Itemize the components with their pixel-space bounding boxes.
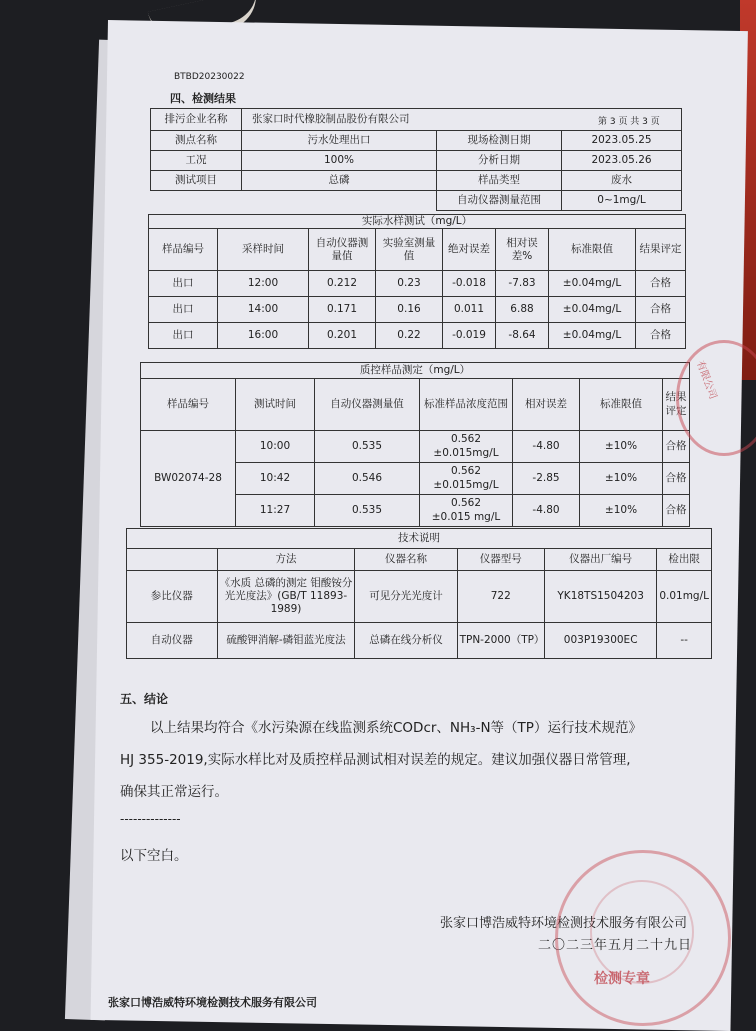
- cell: 自动仪器: [127, 623, 218, 659]
- cell: ±10%: [580, 495, 663, 527]
- enterprise-value: 张家口时代橡胶制品股份有限公司: [242, 109, 682, 131]
- actual-title: 实际水样测试（mg/L）: [149, 215, 686, 229]
- sample-type-label: 样品类型: [437, 171, 562, 191]
- cell: 003P19300EC: [544, 623, 656, 659]
- cell: 0.011: [443, 297, 496, 323]
- conclusion-line-2: HJ 355-2019,实际水样比对及质控样品测试相对误差的规定。建议加强仪器日常管理,: [120, 752, 631, 768]
- signature-date: 二〇二三年五月二十九日: [538, 938, 693, 953]
- tech-table: [126, 528, 712, 659]
- cell: [420, 495, 513, 527]
- tech-header-2: 仪器型号: [457, 549, 544, 571]
- tech-title: 技术说明: [127, 529, 712, 549]
- table-row: [127, 571, 712, 623]
- condition-label: 工况: [151, 151, 242, 171]
- table-row: [149, 297, 686, 323]
- cell: 合格: [663, 463, 690, 495]
- cell: 0.16: [376, 297, 443, 323]
- side-seal-text: 有限公司: [694, 359, 719, 401]
- cell: [420, 463, 513, 495]
- cell: 0.201: [309, 323, 376, 349]
- actual-header-4: 绝对误差: [443, 229, 496, 271]
- actual-header-7: 结果评定: [636, 229, 686, 271]
- cell: -7.83: [496, 271, 549, 297]
- cell: 《水质 总磷的测定 钼酸铵分光光度法》(GB/T 11893-1989): [217, 571, 355, 623]
- table-row: [141, 431, 690, 463]
- page-label: 第 3 页 共 3 页: [598, 117, 660, 127]
- cell: 722: [457, 571, 544, 623]
- conclusion-line-1: 以上结果均符合《水污染源在线监测系统CODcr、NH₃-N等（TP）运行技术规范》: [150, 720, 642, 736]
- cell: 合格: [636, 297, 686, 323]
- cell: 可见分光光度计: [355, 571, 457, 623]
- cell: 16:00: [218, 323, 309, 349]
- cell: -4.80: [513, 431, 580, 463]
- actual-header-5: 相对误差%: [496, 229, 549, 271]
- cell: 出口: [149, 271, 218, 297]
- table-row: [127, 623, 712, 659]
- actual-sample-table: [148, 214, 686, 349]
- cell: YK18TS1504203: [544, 571, 656, 623]
- conclusion-line-3: 确保其正常运行。: [120, 784, 228, 800]
- cell: 11:27: [236, 495, 315, 527]
- qc-table: [140, 362, 690, 527]
- cell: 合格: [636, 271, 686, 297]
- signature-company: 张家口博浩威特环境检测技术服务有限公司: [440, 916, 688, 931]
- point-value: 污水处理出口: [242, 131, 437, 151]
- cell: 10:42: [236, 463, 315, 495]
- cell: 合格: [663, 431, 690, 463]
- footer-company: 张家口博浩威特环境检测技术服务有限公司: [108, 996, 317, 1009]
- point-label: 测点名称: [151, 131, 242, 151]
- cell: ±0.04mg/L: [549, 271, 636, 297]
- cell: 总磷在线分析仪: [355, 623, 457, 659]
- tech-header-1: 仪器名称: [355, 549, 457, 571]
- cell: TPN-2000（TP）: [457, 623, 544, 659]
- qc-sample-id: BW02074-28: [141, 431, 236, 527]
- cell: 0.212: [309, 271, 376, 297]
- cell: --: [657, 623, 712, 659]
- conclusion-title: 五、结论: [120, 692, 169, 706]
- cell: 合格: [636, 323, 686, 349]
- site-date-value: 2023.05.25: [562, 131, 682, 151]
- cell: 出口: [149, 323, 218, 349]
- qc-header-5: 标准限值: [580, 379, 663, 431]
- cell: 0.535: [315, 495, 420, 527]
- cell: 0.535: [315, 431, 420, 463]
- qc-header-3: 标准样品浓度范围: [420, 379, 513, 431]
- cell: 0.546: [315, 463, 420, 495]
- cell: 出口: [149, 297, 218, 323]
- cell: ±10%: [580, 431, 663, 463]
- qc-header-2: 自动仪器测量值: [315, 379, 420, 431]
- header-table: [150, 108, 682, 211]
- qc-header-4: 相对误差: [513, 379, 580, 431]
- analysis-date-value: 2023.05.26: [562, 151, 682, 171]
- tech-header-3: 仪器出厂编号: [544, 549, 656, 571]
- qc-header-1: 测试时间: [236, 379, 315, 431]
- cell-line: ±0.015mg/L: [433, 478, 499, 491]
- blank-note: 以下空白。: [120, 848, 188, 864]
- section-title: 四、检测结果: [170, 92, 236, 105]
- cell: -4.80: [513, 495, 580, 527]
- actual-header-2: 自动仪器测量值: [309, 229, 376, 271]
- range-label: 自动仪器测量范围: [437, 191, 562, 211]
- cell: 合格: [663, 495, 690, 527]
- divider-dash: --------------: [120, 812, 181, 826]
- actual-header-6: 标准限值: [549, 229, 636, 271]
- tech-header-4: 检出限: [657, 549, 712, 571]
- cell: 0.22: [376, 323, 443, 349]
- cell: ±0.04mg/L: [549, 323, 636, 349]
- item-label: 测试项目: [151, 171, 242, 191]
- cell: 0.23: [376, 271, 443, 297]
- cell: -2.85: [513, 463, 580, 495]
- cell: 10:00: [236, 431, 315, 463]
- condition-value: 100%: [242, 151, 437, 171]
- qc-header-6: 结果评定: [663, 379, 690, 431]
- stamp-text: 检测专章: [594, 971, 650, 987]
- cell: 0.171: [309, 297, 376, 323]
- qc-header-0: 样品编号: [141, 379, 236, 431]
- cell: 硫酸钾消解-磷钼蓝光度法: [217, 623, 355, 659]
- report-number: BTBD20230022: [174, 72, 245, 82]
- cell-line: 0.562: [450, 465, 482, 478]
- actual-header-3: 实验室测量值: [376, 229, 443, 271]
- table-row: [149, 323, 686, 349]
- cell: 0.01mg/L: [657, 571, 712, 623]
- analysis-date-label: 分析日期: [437, 151, 562, 171]
- tech-header-0: 方法: [217, 549, 355, 571]
- cell: [420, 431, 513, 463]
- site-date-label: 现场检测日期: [437, 131, 562, 151]
- item-value: 总磷: [242, 171, 437, 191]
- table-row: [149, 271, 686, 297]
- sample-type-value: 废水: [562, 171, 682, 191]
- cell: -0.018: [443, 271, 496, 297]
- actual-header-0: 样品编号: [149, 229, 218, 271]
- cell-line: ±0.015mg/L: [433, 446, 499, 459]
- cell: 12:00: [218, 271, 309, 297]
- cell: ±0.04mg/L: [549, 297, 636, 323]
- cell: -8.64: [496, 323, 549, 349]
- enterprise-label: 排污企业名称: [151, 109, 242, 131]
- qc-title: 质控样品测定（mg/L）: [141, 363, 690, 379]
- cell-line: 0.562: [450, 433, 482, 446]
- cell: 参比仪器: [127, 571, 218, 623]
- range-value: 0~1mg/L: [562, 191, 682, 211]
- cell-line: ±0.015 mg/L: [431, 510, 501, 523]
- cell: ±10%: [580, 463, 663, 495]
- actual-header-1: 采样时间: [218, 229, 309, 271]
- cell: 6.88: [496, 297, 549, 323]
- cell-line: 0.562: [450, 497, 482, 510]
- cell: 14:00: [218, 297, 309, 323]
- cell: -0.019: [443, 323, 496, 349]
